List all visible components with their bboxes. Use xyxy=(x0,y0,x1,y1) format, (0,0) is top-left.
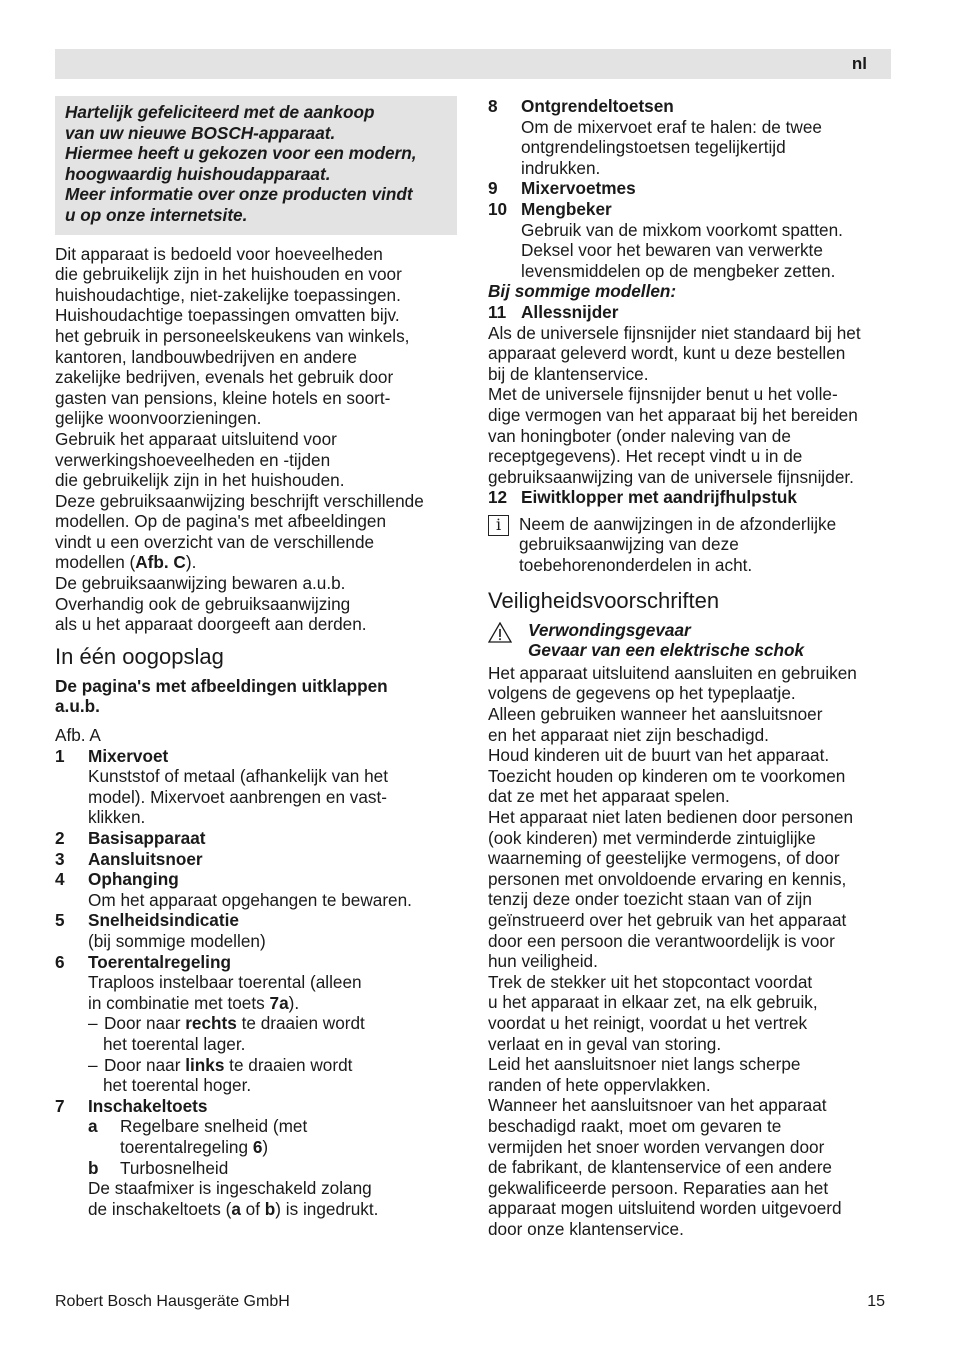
some-models-label: Bij sommige modellen: xyxy=(488,281,677,302)
item-number: 9 xyxy=(488,178,498,199)
list-item xyxy=(55,746,457,767)
list-item xyxy=(488,199,890,220)
item-desc: levensmiddelen op de mengbeker zetten. xyxy=(521,260,836,281)
dash-item xyxy=(55,1055,457,1076)
item-desc: ontgrendelingstoetsen tegelijkertijd xyxy=(521,137,786,158)
item-desc: van honingboter (onder naleving van de xyxy=(488,425,791,446)
safety-line: en het apparaat niet zijn beschadigd. xyxy=(488,724,769,745)
item-desc: Traploos instelbaar toerental (alleen xyxy=(88,972,362,993)
item-desc: De staafmixer is ingeschakeld zolang xyxy=(88,1178,372,1199)
item-title: Basisapparaat xyxy=(88,828,206,848)
sub-item xyxy=(55,1158,457,1179)
item-title: Ontgrendeltoetsen xyxy=(521,96,674,116)
list-item xyxy=(55,1096,457,1117)
direction: links xyxy=(185,1054,225,1075)
safety-line: Leid het aansluitsnoer niet langs scherpe xyxy=(488,1054,801,1075)
safety-text xyxy=(488,663,890,1240)
list-item xyxy=(55,849,457,870)
item-desc: het toerental hoger. xyxy=(103,1075,252,1096)
text: Door naar xyxy=(104,1054,186,1075)
section-heading-safety: Veiligheidsvoorschriften xyxy=(488,587,720,613)
text: ). xyxy=(185,552,197,573)
item-desc: Met de universele fijnsnijder benut u het volle- xyxy=(488,384,838,405)
safety-line: Het apparaat uitsluitend aansluiten en gebruiken xyxy=(488,662,857,683)
intro-line: van uw nieuwe BOSCH-apparaat. xyxy=(65,122,336,143)
text: ) xyxy=(262,1136,269,1157)
figure-label: Afb. A xyxy=(55,725,101,746)
item-title: Aansluitsnoer xyxy=(88,848,203,869)
note-line: toebehorenonderdelen in acht. xyxy=(519,555,753,576)
item-desc: Als de universele fijnsnijder niet standaard bij het xyxy=(488,322,861,343)
key-ref: b xyxy=(264,1198,276,1219)
info-icon: i xyxy=(488,515,509,536)
dash-bullet: – xyxy=(88,1054,98,1075)
item-desc: klikken. xyxy=(88,807,146,828)
list-item xyxy=(55,869,457,890)
subheading: De pagina's met afbeeldingen uitklappen xyxy=(55,675,388,696)
item-title: Toerentalregeling xyxy=(88,951,231,972)
right-column xyxy=(488,96,890,1239)
body-line: kantoren, landbouwbedrijven en andere xyxy=(55,346,357,367)
list-item xyxy=(55,952,457,973)
safety-line: gekwalificeerde persoon. Reparaties aan het xyxy=(488,1177,829,1198)
body-line: gelijke woonvoorzieningen. xyxy=(55,408,262,429)
note-line: Neem de aanwijzingen in de afzonderlijke xyxy=(519,513,837,534)
figure-ref: Afb. C xyxy=(135,552,186,573)
key-ref: a xyxy=(231,1198,241,1219)
text: in combinatie met toets xyxy=(88,992,270,1013)
safety-line: Houd kinderen uit de buurt van het apparaat. xyxy=(488,745,830,766)
safety-line: geïnstrueerd over het gebruik van het apparaat xyxy=(488,909,847,930)
item-number: 2 xyxy=(55,828,65,848)
safety-line: randen of hete oppervlakken. xyxy=(488,1074,711,1095)
item-desc: (bij sommige modellen) xyxy=(88,930,266,951)
list-item xyxy=(488,178,890,199)
direction: rechts xyxy=(185,1013,237,1034)
safety-line: dat ze met het apparaat spelen. xyxy=(488,786,730,807)
list-item xyxy=(55,910,457,931)
section-heading-overview: In één oogopslag xyxy=(55,643,224,669)
item-number: 4 xyxy=(55,869,65,890)
language-code: nl xyxy=(851,54,867,73)
item-desc: dige vermogen van het apparaat bij het bereiden xyxy=(488,404,858,425)
item-desc xyxy=(55,993,457,1014)
item-desc: Deksel voor het bewaren van verwerkte xyxy=(521,240,823,261)
item-desc: gebruiksaanwijzing van de universele fijnsnijder. xyxy=(488,466,854,487)
item-title: Mengbeker xyxy=(521,198,612,219)
text: te draaien wordt xyxy=(236,1013,365,1034)
safety-line: door een persoon die verantwoordelijk is voor xyxy=(488,930,835,951)
item-desc: receptgegevens). Het recept vindt u in de xyxy=(488,446,803,467)
body-line: De gebruiksaanwijzing bewaren a.u.b. xyxy=(55,573,346,594)
safety-line: verlaat en in geval van storing. xyxy=(488,1033,722,1054)
body-line: die gebruikelijk zijn in het huishouden en voor xyxy=(55,264,402,285)
body-line: Gebruik het apparaat uitsluitend voor xyxy=(55,428,337,449)
safety-line: Toezicht houden op kinderen om te voorkomen xyxy=(488,765,846,786)
intended-use-text xyxy=(55,244,457,635)
warning-triangle-icon xyxy=(488,620,528,661)
intro-line: Hiermee heeft u gekozen voor een modern, xyxy=(65,143,417,164)
safety-line: waarneming of geestelijke vermogens, of door xyxy=(488,848,840,869)
item-number: 7 xyxy=(55,1095,65,1116)
safety-line: Trek de stekker uit het stopcontact voordat xyxy=(488,971,813,992)
item-title: Allessnijder xyxy=(521,301,619,322)
item-title: Mixervoetmes xyxy=(521,178,636,199)
item-number: 12 xyxy=(488,487,508,508)
body-line: zakelijke bedrijven, evenals het gebruik door xyxy=(55,367,394,388)
footer-company: Robert Bosch Hausgeräte GmbH xyxy=(55,1293,290,1310)
warning-block xyxy=(488,620,890,661)
safety-line: Wanneer het aansluitsnoer van het apparaat xyxy=(488,1095,827,1116)
text: ) is ingedrukt. xyxy=(275,1198,379,1219)
item-desc: Gebruik van de mixkom voorkomt spatten. xyxy=(521,219,843,240)
item-desc: Turbosnelheid xyxy=(120,1157,229,1178)
intro-line: hoogwaardig huishoudapparaat. xyxy=(65,163,331,184)
text: de inschakeltoets ( xyxy=(88,1198,232,1219)
warning-text: Gevaar van een elektrische schok xyxy=(528,640,805,661)
item-title: Eiwitklopper met aandrijfhulpstuk xyxy=(521,487,797,508)
body-line: Dit apparaat is bedoeld voor hoeveelheden xyxy=(55,243,383,264)
key-ref: 7a xyxy=(269,992,289,1013)
item-number: 3 xyxy=(55,848,65,869)
item-desc: apparaat geleverd wordt, kunt u deze bestellen xyxy=(488,343,846,364)
item-desc: Kunststof of metaal (afhankelijk van het xyxy=(88,766,388,787)
item-desc: Regelbare snelheid (met xyxy=(120,1116,308,1137)
text: toerentalregeling xyxy=(120,1136,253,1157)
safety-line: vermijden het snoer worden vervangen door xyxy=(488,1136,825,1157)
info-note xyxy=(488,514,890,576)
safety-line: (ook kinderen) met verminderde zintuiglijke xyxy=(488,827,816,848)
sub-item xyxy=(55,1116,457,1137)
safety-line: voordat u het reinigt, voordat u het vertrek xyxy=(488,1012,808,1033)
subheading: a.u.b. xyxy=(55,696,100,717)
list-item xyxy=(488,96,890,117)
body-line: Huishoudachtige toepassingen omvatten bijv. xyxy=(55,305,400,326)
text: of xyxy=(240,1198,265,1219)
body-line: Overhandig ook de gebruiksaanwijzing xyxy=(55,593,351,614)
item-number: 8 xyxy=(488,96,498,116)
note-line: gebruiksaanwijzing van deze xyxy=(519,534,739,555)
safety-line: u het apparaat in elkaar zet, na elk gebruik, xyxy=(488,992,818,1013)
item-desc: het toerental lager. xyxy=(103,1033,246,1054)
item-desc: Om de mixervoet eraf te halen: de twee xyxy=(521,116,822,137)
body-line: die gebruikelijk zijn in het huishouden. xyxy=(55,470,345,491)
safety-line: Alleen gebruiken wanneer het aansluitsnoer xyxy=(488,704,823,725)
safety-line: volgens de gegevens op het typeplaatje. xyxy=(488,683,796,704)
item-number: 10 xyxy=(488,198,508,219)
header-bar xyxy=(55,49,891,79)
safety-line: hun veiligheid. xyxy=(488,951,598,972)
body-line: huishoudachtige, niet-zakelijke toepassingen. xyxy=(55,284,401,305)
item-title: Snelheidsindicatie xyxy=(88,910,239,931)
text: ). xyxy=(288,992,300,1013)
item-title: Mixervoet xyxy=(88,745,169,766)
body-line: vindt u een overzicht van de verschillende xyxy=(55,531,375,552)
dash-item xyxy=(55,1013,457,1034)
item-number: 6 xyxy=(55,951,65,972)
item-desc: bij de klantenservice. xyxy=(488,363,649,384)
item-desc xyxy=(55,1137,457,1158)
page-number: 15 xyxy=(867,1293,885,1310)
list-item xyxy=(488,302,890,323)
item-desc: model). Mixervoet aanbrengen en vast- xyxy=(88,786,388,807)
body-line: het gebruik in personeelskeukens van winkels, xyxy=(55,325,410,346)
sub-letter: b xyxy=(88,1157,99,1178)
text: Door naar xyxy=(104,1013,186,1034)
item-title: Ophanging xyxy=(88,869,179,890)
key-ref: 6 xyxy=(252,1136,263,1157)
safety-line: de fabrikant, de klantenservice of een andere xyxy=(488,1157,832,1178)
sub-letter: a xyxy=(88,1116,98,1137)
safety-line: apparaat mogen uitsluitend worden uitgevoerd xyxy=(488,1198,842,1219)
item-number: 1 xyxy=(55,745,65,766)
safety-line: Het apparaat niet laten bedienen door personen xyxy=(488,807,854,827)
item-desc: Om het apparaat opgehangen te bewaren. xyxy=(88,889,412,910)
list-item xyxy=(55,828,457,849)
body-line: verwerkingshoeveelheden en -tijden xyxy=(55,449,331,470)
text: modellen ( xyxy=(55,552,136,573)
safety-line: tenzij deze onder toezicht staan van of zijn xyxy=(488,889,812,910)
dash-bullet: – xyxy=(88,1013,98,1034)
body-line: Deze gebruiksaanwijzing beschrijft verschillende xyxy=(55,490,424,511)
safety-line: personen met onvoldoende ervaring en kennis, xyxy=(488,868,847,889)
item-desc xyxy=(55,1199,457,1220)
body-line: als u het apparaat doorgeeft aan derden. xyxy=(55,614,367,635)
text: te draaien wordt xyxy=(224,1054,353,1075)
left-column xyxy=(55,96,457,1219)
body-line: modellen. Op de pagina's met afbeeldingen xyxy=(55,511,387,532)
intro-line: Hartelijk gefeliciteerd met de aankoop xyxy=(65,102,375,122)
body-line xyxy=(55,552,457,573)
intro-box xyxy=(55,96,457,235)
intro-line: Meer informatie over onze producten vindt xyxy=(65,184,413,205)
intro-line: u op onze internetsite. xyxy=(65,204,248,225)
safety-line: beschadigd raakt, moet om gevaren te xyxy=(488,1115,782,1136)
warning-text: Verwondingsgevaar xyxy=(528,619,691,640)
safety-line: door onze klantenservice. xyxy=(488,1218,684,1239)
item-title: Inschakeltoets xyxy=(88,1095,208,1116)
item-desc: indrukken. xyxy=(521,157,601,178)
body-line: gasten van pensions, kleine hotels en soort- xyxy=(55,387,391,408)
item-number: 5 xyxy=(55,910,65,931)
item-number: 11 xyxy=(488,301,507,322)
list-item xyxy=(488,487,890,508)
